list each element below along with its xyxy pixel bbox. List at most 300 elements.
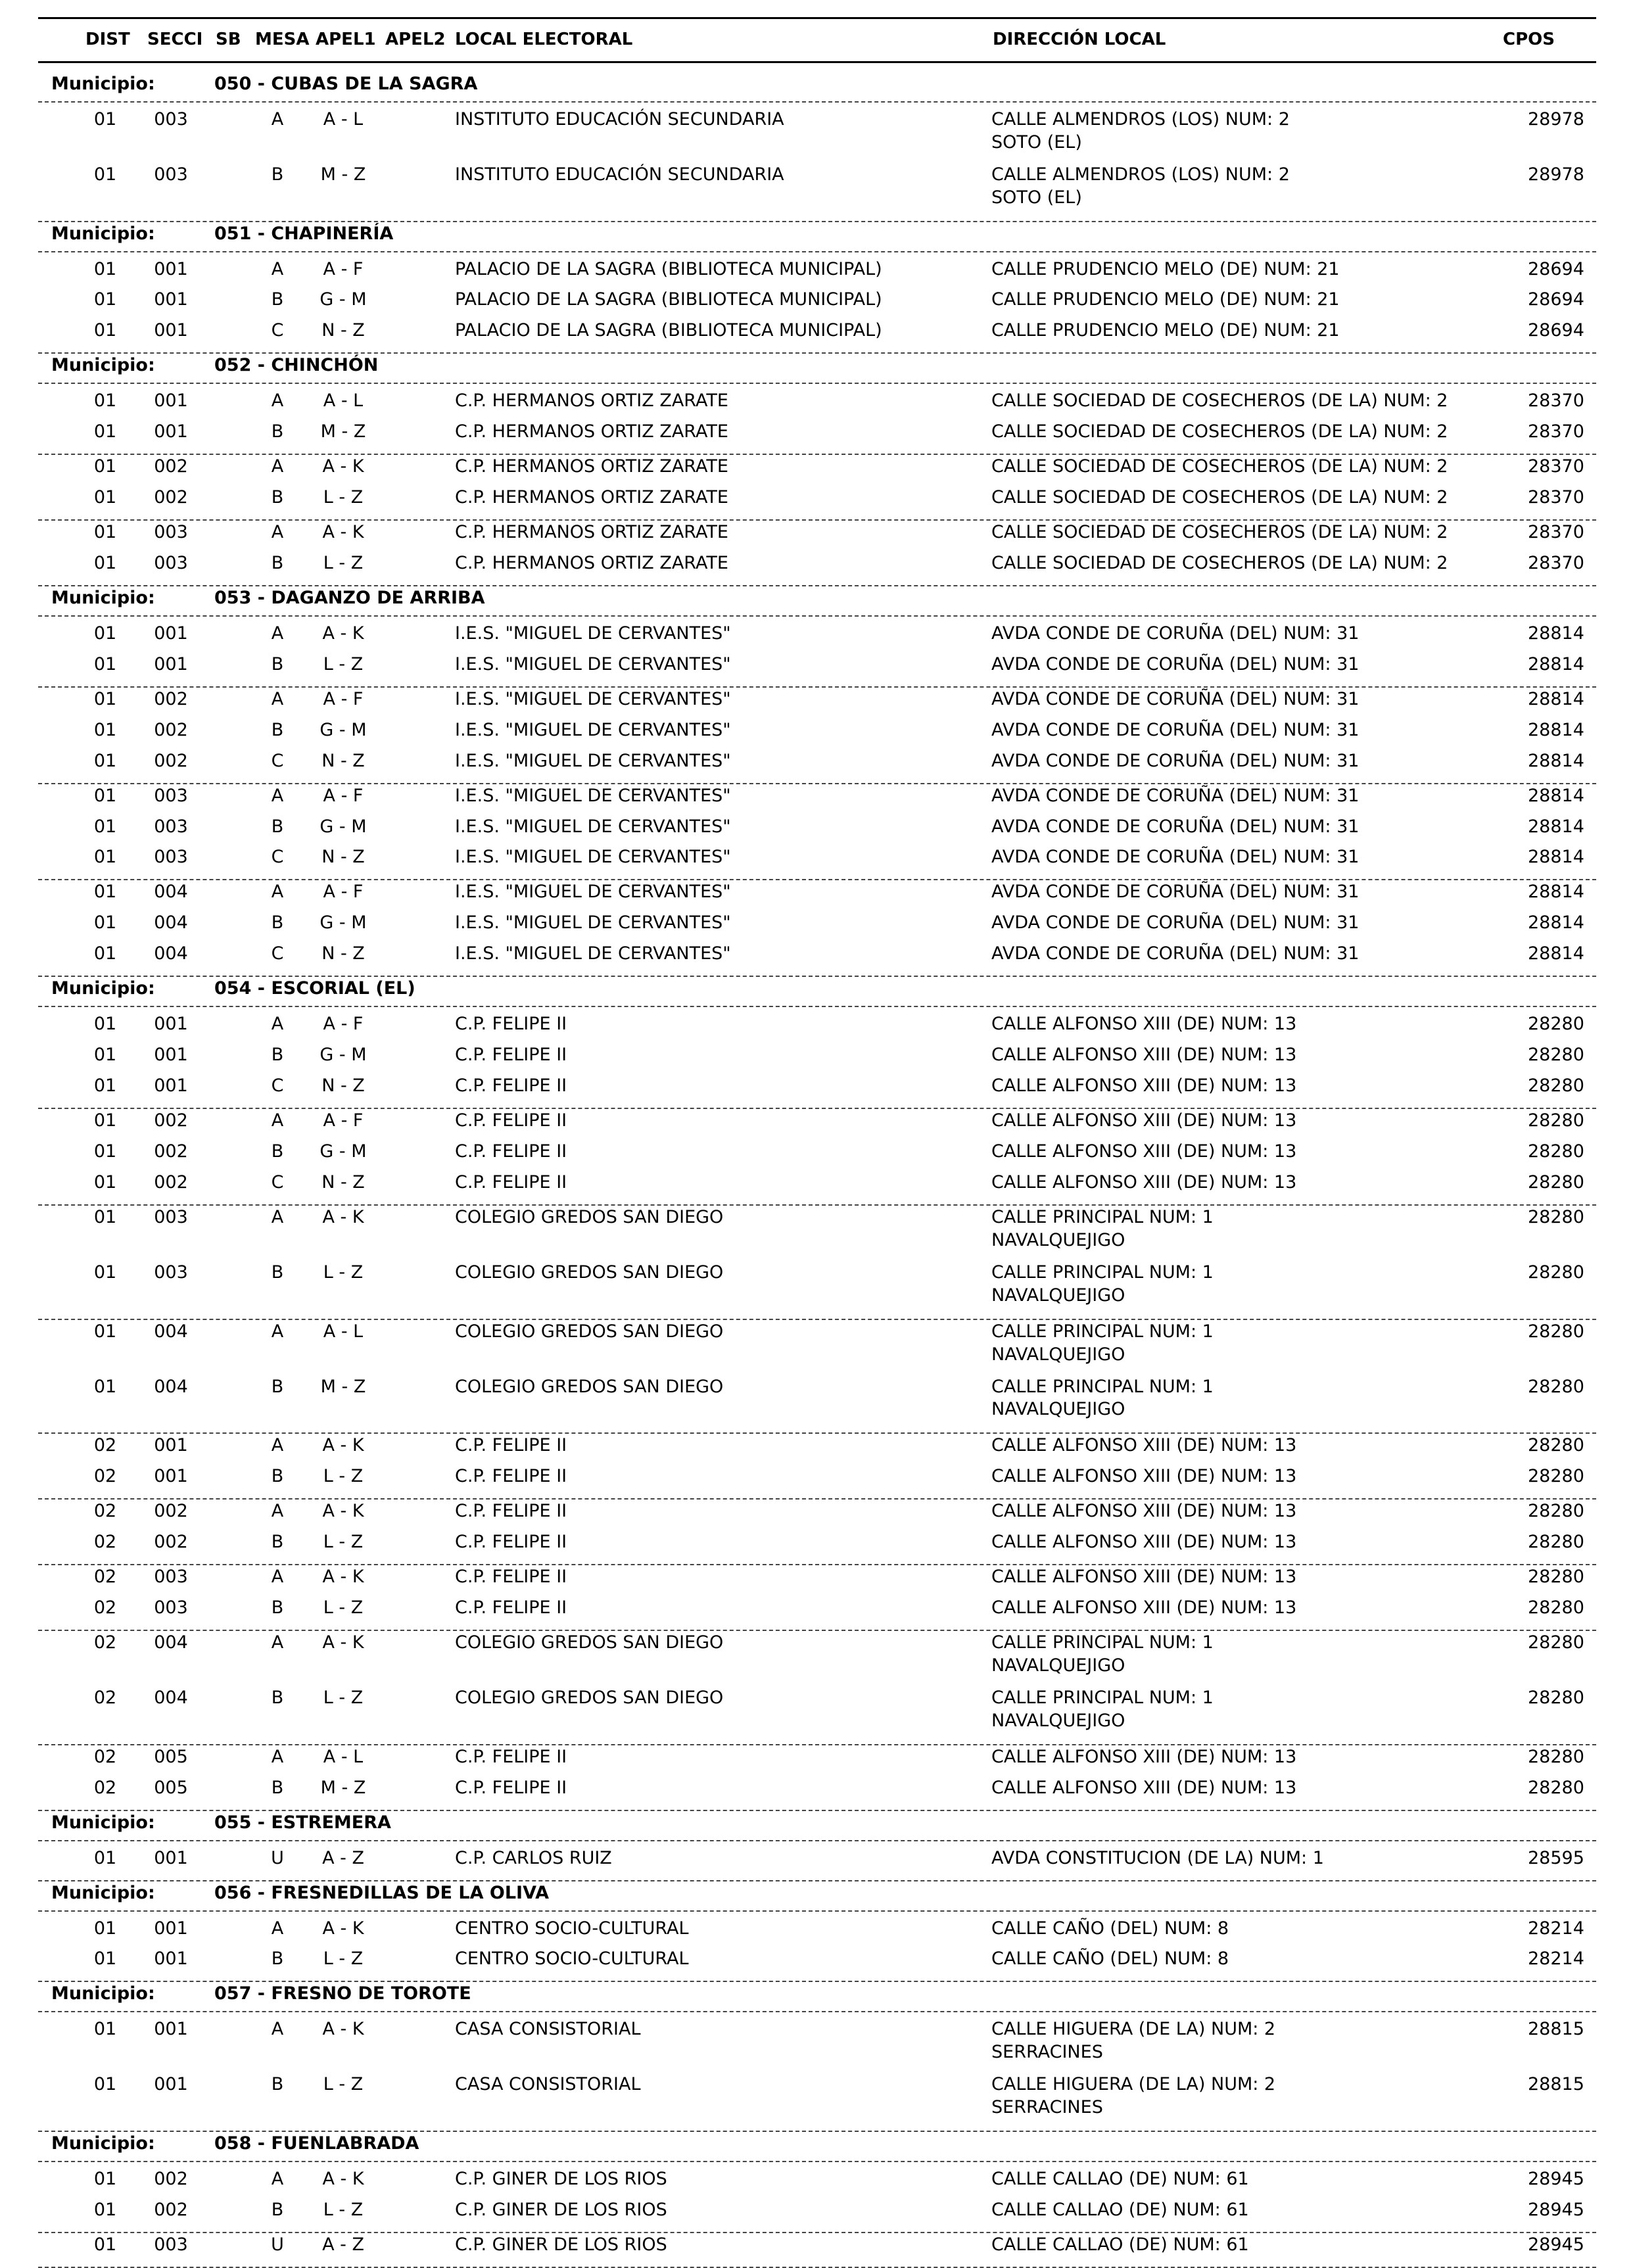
apel-cell: L - Z [323, 1688, 364, 1708]
cpos-cell: 28214 [1528, 1949, 1584, 1969]
local-cell: C.P. FELIPE II [455, 1501, 567, 1521]
mesa-cell: B [271, 1466, 284, 1486]
secci-cell: 001 [154, 2074, 188, 2094]
local-cell: CENTRO SOCIO-CULTURAL [455, 1949, 689, 1969]
cpos-cell: 28595 [1528, 1848, 1584, 1868]
direccion-cell: CALLE CAÑO (DEL) NUM: 8 [991, 1949, 1229, 1969]
dist-cell: 01 [93, 553, 117, 573]
apel-cell: G - M [320, 720, 367, 740]
apel-cell: L - Z [323, 1466, 364, 1486]
local-cell: C.P. FELIPE II [455, 1435, 567, 1455]
municipio-heading [51, 224, 393, 244]
local-cell: PALACIO DE LA SAGRA (BIBLIOTECA MUNICIPAL) [455, 289, 882, 310]
cpos-cell: 28945 [1528, 2200, 1584, 2220]
mesa-cell: A [271, 1321, 284, 1342]
cpos-cell: 28370 [1528, 390, 1584, 411]
municipio-label: Municipio: [51, 1883, 155, 1903]
direccion-cell: CALLE ALFONSO XIII (DE) NUM: 13 [991, 1597, 1297, 1618]
cpos-cell: 28280 [1528, 1532, 1584, 1552]
local-cell: C.P. FELIPE II [455, 1567, 567, 1587]
apel-cell: M - Z [320, 1778, 366, 1798]
mesa-cell: C [271, 1075, 284, 1096]
mesa-cell: A [271, 1747, 284, 1767]
local-cell: I.E.S. "MIGUEL DE CERVANTES" [455, 689, 731, 709]
dist-cell: 01 [93, 1918, 117, 1939]
cpos-cell: 28280 [1528, 1207, 1584, 1227]
secci-cell: 001 [154, 390, 188, 411]
secci-cell: 004 [154, 882, 188, 902]
apel-cell: L - Z [323, 487, 364, 508]
municipio-label: Municipio: [51, 355, 155, 375]
apel-cell: N - Z [321, 320, 365, 341]
municipio-heading [51, 74, 477, 94]
direccion-cell: CALLE PRINCIPAL NUM: 1 [991, 1688, 1214, 1708]
cpos-cell: 28280 [1528, 1321, 1584, 1342]
direccion-cell: CALLE ALFONSO XIII (DE) NUM: 13 [991, 1747, 1297, 1767]
dist-cell: 01 [93, 882, 117, 902]
mesa-cell: B [271, 487, 284, 508]
local-cell: C.P. FELIPE II [455, 1778, 567, 1798]
cpos-cell: 28280 [1528, 1075, 1584, 1096]
dist-cell: 01 [93, 1014, 117, 1034]
dist-cell: 01 [93, 689, 117, 709]
mesa-cell: B [271, 1532, 284, 1552]
header-apel2: APEL2 [385, 30, 446, 49]
mesa-cell: A [271, 623, 284, 644]
mesa-cell: B [271, 1949, 284, 1969]
header-mesa: MESA [255, 30, 310, 49]
local-cell: I.E.S. "MIGUEL DE CERVANTES" [455, 654, 731, 674]
direccion-cell: AVDA CONDE DE CORUÑA (DEL) NUM: 31 [991, 847, 1360, 867]
direccion-cell: CALLE ALFONSO XIII (DE) NUM: 13 [991, 1141, 1297, 1162]
municipio-name: 055 - ESTREMERA [214, 1812, 391, 1833]
direccion-cell: CALLE SOCIEDAD DE COSECHEROS (DE LA) NUM: 2 [991, 487, 1448, 508]
local-cell: C.P. FELIPE II [455, 1597, 567, 1618]
row-separator [38, 2011, 1596, 2012]
secci-cell: 001 [154, 1949, 188, 1969]
dist-cell: 02 [93, 1435, 117, 1455]
local-cell: C.P. FELIPE II [455, 1045, 567, 1065]
mesa-cell: A [271, 259, 284, 279]
municipio-heading [51, 978, 415, 999]
cpos-cell: 28280 [1528, 1567, 1584, 1587]
cpos-cell: 28814 [1528, 689, 1584, 709]
cpos-cell: 28280 [1528, 1110, 1584, 1131]
apel-cell: A - K [322, 456, 364, 477]
secci-cell: 001 [154, 1435, 188, 1455]
apel-cell: G - M [320, 289, 367, 310]
cpos-cell: 28814 [1528, 912, 1584, 933]
cpos-cell: 28694 [1528, 289, 1584, 310]
municipio-heading [51, 1883, 549, 1903]
dist-cell: 01 [93, 1321, 117, 1342]
dist-cell: 01 [93, 1045, 117, 1065]
local-cell: CASA CONSISTORIAL [455, 2019, 641, 2039]
cpos-cell: 28978 [1528, 109, 1584, 130]
apel-cell: L - Z [323, 1597, 364, 1618]
municipio-label: Municipio: [51, 2133, 155, 2154]
secci-cell: 001 [154, 421, 188, 442]
local-cell: C.P. HERMANOS ORTIZ ZARATE [455, 487, 728, 508]
apel-cell: L - Z [323, 2074, 364, 2094]
mesa-cell: C [271, 943, 284, 964]
municipio-heading [51, 355, 378, 375]
dist-cell: 01 [93, 164, 117, 185]
cpos-cell: 28814 [1528, 847, 1584, 867]
header-apel1: APEL1 [316, 30, 376, 49]
secci-cell: 001 [154, 1918, 188, 1939]
cpos-cell: 28280 [1528, 1172, 1584, 1193]
cpos-cell: 28814 [1528, 751, 1584, 771]
secci-cell: 001 [154, 320, 188, 341]
direccion-cell: CALLE CALLAO (DE) NUM: 61 [991, 2169, 1249, 2189]
local-cell: INSTITUTO EDUCACIÓN SECUNDARIA [455, 164, 784, 185]
mesa-cell: B [271, 654, 284, 674]
dist-cell: 01 [93, 720, 117, 740]
apel-cell: A - L [323, 390, 364, 411]
mesa-cell: B [271, 289, 284, 310]
mesa-cell: A [271, 2169, 284, 2189]
mesa-cell: B [271, 164, 284, 185]
secci-cell: 003 [154, 1567, 188, 1587]
apel-cell: L - Z [323, 2200, 364, 2220]
secci-cell: 003 [154, 2234, 188, 2255]
mesa-cell: B [271, 816, 284, 837]
local-cell: C.P. GINER DE LOS RIOS [455, 2234, 667, 2255]
apel-cell: L - Z [323, 654, 364, 674]
mesa-cell: U [271, 1848, 284, 1868]
secci-cell: 004 [154, 1377, 188, 1397]
cpos-cell: 28214 [1528, 1918, 1584, 1939]
municipio-name: 051 - CHAPINERÍA [214, 224, 394, 244]
dist-cell: 01 [93, 1949, 117, 1969]
dist-cell: 01 [93, 623, 117, 644]
mesa-cell: A [271, 1918, 284, 1939]
municipio-name: 053 - DAGANZO DE ARRIBA [214, 588, 485, 608]
apel-cell: A - K [322, 1918, 364, 1939]
local-cell: I.E.S. "MIGUEL DE CERVANTES" [455, 847, 731, 867]
local-cell: COLEGIO GREDOS SAN DIEGO [455, 1207, 724, 1227]
mesa-cell: B [271, 2200, 284, 2220]
secci-cell: 002 [154, 456, 188, 477]
cpos-cell: 28694 [1528, 320, 1584, 341]
direccion-line2-cell: SOTO (EL) [991, 187, 1082, 208]
cpos-cell: 28280 [1528, 1747, 1584, 1767]
secci-cell: 004 [154, 912, 188, 933]
dist-cell: 01 [93, 1110, 117, 1131]
direccion-cell: CALLE PRINCIPAL NUM: 1 [991, 1321, 1214, 1342]
direccion-cell: CALLE SOCIEDAD DE COSECHEROS (DE LA) NUM: 2 [991, 390, 1448, 411]
local-cell: I.E.S. "MIGUEL DE CERVANTES" [455, 720, 731, 740]
direccion-line2-cell: NAVALQUEJIGO [991, 1230, 1125, 1250]
cpos-cell: 28280 [1528, 1377, 1584, 1397]
mesa-cell: A [271, 109, 284, 130]
local-cell: PALACIO DE LA SAGRA (BIBLIOTECA MUNICIPAL) [455, 320, 882, 341]
dist-cell: 01 [93, 751, 117, 771]
mesa-cell: A [271, 1207, 284, 1227]
header-secci: SECCI [147, 30, 203, 49]
apel-cell: N - Z [321, 751, 365, 771]
direccion-line2-cell: NAVALQUEJIGO [991, 1711, 1125, 1731]
apel-cell: A - K [322, 1207, 364, 1227]
secci-cell: 001 [154, 2019, 188, 2039]
apel-cell: A - K [322, 522, 364, 542]
cpos-cell: 28370 [1528, 522, 1584, 542]
direccion-cell: AVDA CONDE DE CORUÑA (DEL) NUM: 31 [991, 786, 1360, 806]
municipio-heading [51, 2133, 419, 2154]
mesa-cell: C [271, 320, 284, 341]
mesa-cell: B [271, 553, 284, 573]
mesa-cell: B [271, 1045, 284, 1065]
row-separator [38, 2131, 1596, 2132]
secci-cell: 003 [154, 816, 188, 837]
dist-cell: 01 [93, 390, 117, 411]
dist-cell: 01 [93, 421, 117, 442]
cpos-cell: 28280 [1528, 1778, 1584, 1798]
dist-cell: 01 [93, 1848, 117, 1868]
direccion-cell: CALLE PRUDENCIO MELO (DE) NUM: 21 [991, 289, 1340, 310]
dist-cell: 02 [93, 1778, 117, 1798]
local-cell: C.P. FELIPE II [455, 1141, 567, 1162]
dist-cell: 01 [93, 522, 117, 542]
local-cell: C.P. HERMANOS ORTIZ ZARATE [455, 421, 728, 442]
secci-cell: 002 [154, 1172, 188, 1193]
row-separator [38, 1006, 1596, 1007]
direccion-cell: CALLE PRINCIPAL NUM: 1 [991, 1632, 1214, 1653]
direccion-cell: CALLE PRUDENCIO MELO (DE) NUM: 21 [991, 259, 1340, 279]
secci-cell: 003 [154, 1207, 188, 1227]
apel-cell: N - Z [321, 847, 365, 867]
direccion-cell: CALLE ALMENDROS (LOS) NUM: 2 [991, 109, 1290, 130]
cpos-cell: 28814 [1528, 720, 1584, 740]
local-cell: INSTITUTO EDUCACIÓN SECUNDARIA [455, 109, 784, 130]
cpos-cell: 28280 [1528, 1688, 1584, 1708]
mesa-cell: C [271, 751, 284, 771]
dist-cell: 02 [93, 1466, 117, 1486]
dist-cell: 01 [93, 1262, 117, 1283]
direccion-cell: CALLE ALFONSO XIII (DE) NUM: 13 [991, 1172, 1297, 1193]
secci-cell: 001 [154, 1466, 188, 1486]
mesa-cell: B [271, 421, 284, 442]
mesa-cell: B [271, 1141, 284, 1162]
cpos-cell: 28280 [1528, 1501, 1584, 1521]
secci-cell: 001 [154, 259, 188, 279]
mesa-cell: A [271, 456, 284, 477]
apel-cell: N - Z [321, 1075, 365, 1096]
row-separator [38, 1810, 1596, 1811]
secci-cell: 003 [154, 109, 188, 130]
municipio-heading [51, 588, 485, 608]
municipio-name: 050 - CUBAS DE LA SAGRA [214, 74, 478, 94]
cpos-cell: 28370 [1528, 421, 1584, 442]
row-separator [38, 352, 1596, 354]
local-cell: COLEGIO GREDOS SAN DIEGO [455, 1632, 724, 1653]
mesa-cell: A [271, 1110, 284, 1131]
municipio-name: 054 - ESCORIAL (EL) [214, 978, 415, 999]
apel-cell: A - K [322, 1435, 364, 1455]
dist-cell: 01 [93, 2169, 117, 2189]
direccion-cell: AVDA CONDE DE CORUÑA (DEL) NUM: 31 [991, 720, 1360, 740]
dist-cell: 02 [93, 1597, 117, 1618]
local-cell: C.P. HERMANOS ORTIZ ZARATE [455, 390, 728, 411]
cpos-cell: 28815 [1528, 2019, 1584, 2039]
direccion-cell: AVDA CONDE DE CORUÑA (DEL) NUM: 31 [991, 816, 1360, 837]
dist-cell: 01 [93, 2019, 117, 2039]
direccion-cell: AVDA CONDE DE CORUÑA (DEL) NUM: 31 [991, 751, 1360, 771]
direccion-cell: CALLE PRINCIPAL NUM: 1 [991, 1262, 1214, 1283]
dist-cell: 01 [93, 109, 117, 130]
cpos-cell: 28280 [1528, 1466, 1584, 1486]
cpos-cell: 28945 [1528, 2169, 1584, 2189]
local-cell: I.E.S. "MIGUEL DE CERVANTES" [455, 912, 731, 933]
mesa-cell: B [271, 1778, 284, 1798]
apel-cell: A - F [323, 786, 364, 806]
cpos-cell: 28814 [1528, 882, 1584, 902]
secci-cell: 002 [154, 720, 188, 740]
apel-cell: A - F [323, 259, 364, 279]
cpos-cell: 28945 [1528, 2234, 1584, 2255]
secci-cell: 002 [154, 1501, 188, 1521]
cpos-cell: 28280 [1528, 1262, 1584, 1283]
secci-cell: 004 [154, 1321, 188, 1342]
cpos-cell: 28280 [1528, 1014, 1584, 1034]
direccion-cell: AVDA CONDE DE CORUÑA (DEL) NUM: 31 [991, 912, 1360, 933]
direccion-cell: CALLE HIGUERA (DE LA) NUM: 2 [991, 2074, 1276, 2094]
dist-cell: 01 [93, 786, 117, 806]
dist-cell: 02 [93, 1532, 117, 1552]
mesa-cell: A [271, 689, 284, 709]
header-direccion: DIRECCIÓN LOCAL [993, 30, 1166, 49]
cpos-cell: 28815 [1528, 2074, 1584, 2094]
local-cell: CENTRO SOCIO-CULTURAL [455, 1918, 689, 1939]
municipio-label: Municipio: [51, 224, 155, 244]
local-cell: I.E.S. "MIGUEL DE CERVANTES" [455, 943, 731, 964]
local-cell: COLEGIO GREDOS SAN DIEGO [455, 1377, 724, 1397]
local-cell: I.E.S. "MIGUEL DE CERVANTES" [455, 623, 731, 644]
cpos-cell: 28370 [1528, 487, 1584, 508]
local-cell: C.P. HERMANOS ORTIZ ZARATE [455, 553, 728, 573]
local-cell: COLEGIO GREDOS SAN DIEGO [455, 1321, 724, 1342]
apel-cell: A - F [323, 1110, 364, 1131]
secci-cell: 004 [154, 1632, 188, 1653]
apel-cell: A - L [323, 1747, 364, 1767]
dist-cell: 02 [93, 1501, 117, 1521]
cpos-cell: 28370 [1528, 456, 1584, 477]
secci-cell: 003 [154, 164, 188, 185]
apel-cell: A - Z [322, 2234, 364, 2255]
apel-cell: L - Z [323, 1532, 364, 1552]
apel-cell: A - K [322, 623, 364, 644]
direccion-cell: CALLE PRINCIPAL NUM: 1 [991, 1207, 1214, 1227]
secci-cell: 002 [154, 1110, 188, 1131]
secci-cell: 003 [154, 1262, 188, 1283]
cpos-cell: 28814 [1528, 786, 1584, 806]
secci-cell: 005 [154, 1747, 188, 1767]
municipio-heading [51, 1983, 471, 2004]
apel-cell: A - F [323, 1014, 364, 1034]
cpos-cell: 28694 [1528, 259, 1584, 279]
apel-cell: A - K [322, 1501, 364, 1521]
direccion-cell: CALLE ALFONSO XIII (DE) NUM: 13 [991, 1466, 1297, 1486]
local-cell: C.P. GINER DE LOS RIOS [455, 2200, 667, 2220]
secci-cell: 002 [154, 751, 188, 771]
apel-cell: A - K [322, 1567, 364, 1587]
cpos-cell: 28280 [1528, 1141, 1584, 1162]
local-cell: C.P. FELIPE II [455, 1110, 567, 1131]
direccion-line2-cell: SERRACINES [991, 2097, 1103, 2117]
secci-cell: 002 [154, 487, 188, 508]
header-cpos: CPOS [1503, 30, 1555, 49]
secci-cell: 001 [154, 1045, 188, 1065]
direccion-cell: CALLE SOCIEDAD DE COSECHEROS (DE LA) NUM: 2 [991, 553, 1448, 573]
direccion-cell: AVDA CONDE DE CORUÑA (DEL) NUM: 31 [991, 623, 1360, 644]
dist-cell: 01 [93, 1172, 117, 1193]
direccion-cell: CALLE SOCIEDAD DE COSECHEROS (DE LA) NUM: 2 [991, 421, 1448, 442]
apel-cell: A - L [323, 1321, 364, 1342]
mesa-cell: A [271, 1501, 284, 1521]
dist-cell: 01 [93, 1377, 117, 1397]
mesa-cell: B [271, 912, 284, 933]
row-separator [38, 1840, 1596, 1841]
municipio-name: 056 - FRESNEDILLAS DE LA OLIVA [214, 1883, 550, 1903]
direccion-cell: AVDA CONDE DE CORUÑA (DEL) NUM: 31 [991, 943, 1360, 964]
local-cell: CASA CONSISTORIAL [455, 2074, 641, 2094]
municipio-label: Municipio: [51, 74, 155, 94]
mesa-cell: A [271, 522, 284, 542]
secci-cell: 003 [154, 1597, 188, 1618]
apel-cell: G - M [320, 1141, 367, 1162]
apel-cell: A - K [322, 2169, 364, 2189]
direccion-cell: CALLE ALFONSO XIII (DE) NUM: 13 [991, 1014, 1297, 1034]
cpos-cell: 28280 [1528, 1597, 1584, 1618]
header-dist: DIST [85, 30, 130, 49]
direccion-cell: CALLE CALLAO (DE) NUM: 61 [991, 2234, 1249, 2255]
direccion-line2-cell: NAVALQUEJIGO [991, 1655, 1125, 1676]
local-cell: I.E.S. "MIGUEL DE CERVANTES" [455, 786, 731, 806]
mesa-cell: B [271, 2074, 284, 2094]
dist-cell: 01 [93, 912, 117, 933]
dist-cell: 01 [93, 259, 117, 279]
dist-cell: 01 [93, 847, 117, 867]
dist-cell: 01 [93, 654, 117, 674]
mesa-cell: B [271, 1262, 284, 1283]
apel-cell: N - Z [321, 943, 365, 964]
local-cell: C.P. FELIPE II [455, 1172, 567, 1193]
secci-cell: 002 [154, 689, 188, 709]
header-local: LOCAL ELECTORAL [455, 30, 633, 49]
apel-cell: L - Z [323, 1949, 364, 1969]
direccion-cell: CALLE PRUDENCIO MELO (DE) NUM: 21 [991, 320, 1340, 341]
cpos-cell: 28814 [1528, 816, 1584, 837]
secci-cell: 003 [154, 847, 188, 867]
secci-cell: 004 [154, 943, 188, 964]
local-cell: C.P. GINER DE LOS RIOS [455, 2169, 667, 2189]
dist-cell: 02 [93, 1747, 117, 1767]
secci-cell: 001 [154, 654, 188, 674]
municipio-name: 058 - FUENLABRADA [214, 2133, 419, 2154]
mesa-cell: A [271, 2019, 284, 2039]
cpos-cell: 28814 [1528, 623, 1584, 644]
direccion-cell: CALLE ALFONSO XIII (DE) NUM: 13 [991, 1501, 1297, 1521]
secci-cell: 001 [154, 623, 188, 644]
secci-cell: 002 [154, 1141, 188, 1162]
secci-cell: 002 [154, 1532, 188, 1552]
cpos-cell: 28814 [1528, 943, 1584, 964]
apel-cell: G - M [320, 816, 367, 837]
mesa-cell: C [271, 1172, 284, 1193]
direccion-cell: AVDA CONDE DE CORUÑA (DEL) NUM: 31 [991, 882, 1360, 902]
dist-cell: 01 [93, 289, 117, 310]
